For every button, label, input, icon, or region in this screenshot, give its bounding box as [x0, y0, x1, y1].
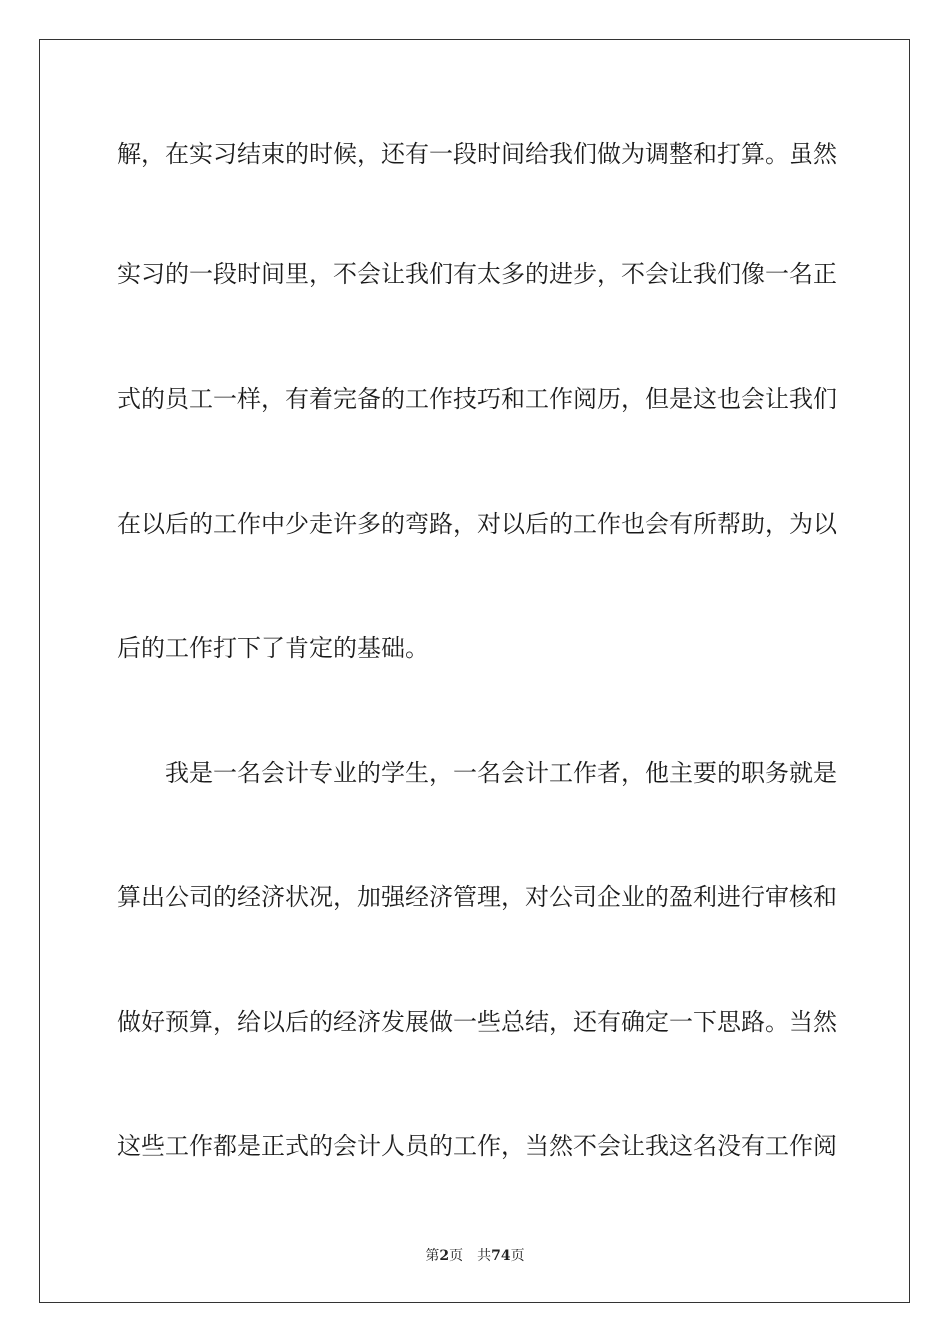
- paragraph-first-line: 我是一名会计专业的学生，一名会计工作者，他主要的职务就是: [165, 759, 837, 787]
- page-number: 2: [439, 1248, 450, 1264]
- text-line: 做好预算，给以后的经济发展做一些总结，还有确定一下思路。当然: [117, 1008, 837, 1036]
- total-suffix: 页: [510, 1248, 525, 1264]
- text-line: 后的工作打下了肯定的基础。: [117, 634, 429, 662]
- page-suffix: 页: [449, 1248, 464, 1264]
- total-prefix: 共: [477, 1248, 492, 1264]
- page-prefix: 第: [425, 1248, 440, 1264]
- text-line: 这些工作都是正式的会计人员的工作，当然不会让我这名没有工作阅: [117, 1132, 837, 1160]
- text-line: 解，在实习结束的时候，还有一段时间给我们做为调整和打算。虽然: [117, 140, 837, 168]
- page-border: [39, 39, 910, 1303]
- text-line: 式的员工一样，有着完备的工作技巧和工作阅历，但是这也会让我们: [117, 385, 837, 413]
- page-footer: [0, 1246, 950, 1266]
- total-pages: 74: [491, 1248, 511, 1264]
- text-line: 算出公司的经济状况，加强经济管理，对公司企业的盈利进行审核和: [117, 883, 837, 911]
- text-line: 在以后的工作中少走许多的弯路，对以后的工作也会有所帮助，为以: [117, 510, 837, 538]
- text-line: 实习的一段时间里，不会让我们有太多的进步，不会让我们像一名正: [117, 260, 837, 288]
